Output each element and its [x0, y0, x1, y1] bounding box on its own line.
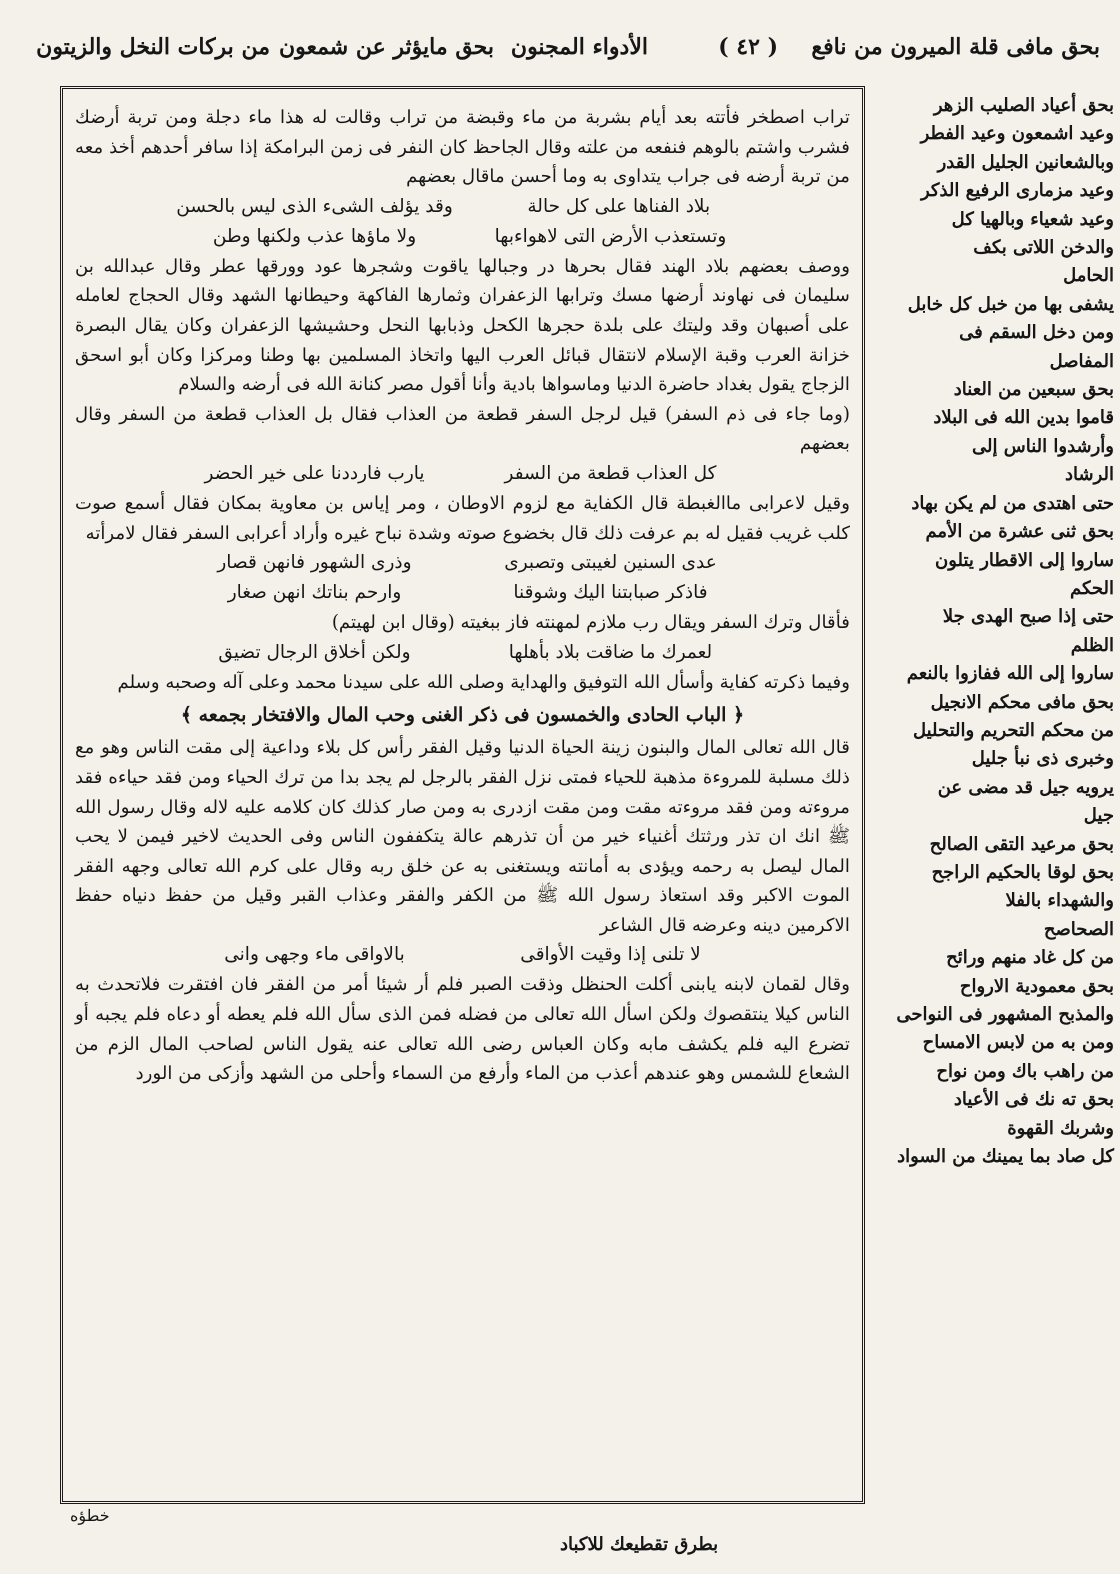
hemistich-left: بالاواقى ماء وجهى وانى: [224, 944, 405, 966]
main-text-frame: [60, 86, 865, 1504]
hemistich-right: عدى السنين لغيبتى وتصبرى: [504, 552, 717, 574]
hemistich-left: يارب فارددنا على خير الحضر: [204, 462, 425, 484]
verse-line: [75, 940, 850, 970]
verse-line: [75, 578, 850, 608]
hemistich-left: وقد يؤلف الشىء الذى ليس بالحسن: [176, 195, 453, 217]
margin-poem-line: الرشاد: [1065, 464, 1114, 486]
header-left: من بركات النخل والزيتون: [36, 34, 270, 60]
paragraph: وقيل لاعرابى ماالغبطة قال الكفاية مع لزوم الاوطان ، ومر إياس بن معاوية بمكان فقال أسمع صوت كلب غريب فقيل له بم عرفت ذلك قال بخضوع صوته وشدة نباح غيره وأراد أعرابى السفر فقال لامرأته: [75, 492, 850, 544]
margin-poem-line: حتى إذا صبح الهدى جلا: [942, 606, 1114, 628]
hemistich-right: وتستعذب الأرض التى لاهواءبها: [494, 225, 727, 247]
chapter-heading: ﴿ الباب الحادى والخمسون فى ذكر الغنى وحب المال والافتخار بجمعه ﴾: [180, 704, 745, 727]
hemistich-left: وذرى الشهور فانهن قصار: [217, 552, 412, 574]
margin-poem-line: ساروا إلى الله ففازوا بالنعم: [906, 663, 1114, 685]
margin-poem-line: والشهداء بالفلا: [1005, 890, 1114, 912]
hemistich-right: لا تلنى إذا وقيت الأواقى: [520, 944, 701, 966]
paragraph: وفيما ذكرته كفاية وأسأل الله التوفيق والهداية وصلى الله على سيدنا محمد وعلى آله وصحبه وسلم: [117, 671, 850, 693]
header-right: بحق مافى قلة الميرون من نافع: [811, 34, 1100, 60]
hemistich-right: لعمرك ما ضاقت بلاد بأهلها: [508, 641, 713, 663]
hemistich-right: فاذكر صبابتنا اليك وشوقنا: [513, 582, 708, 604]
catchword: خطؤه: [70, 1506, 110, 1525]
verse-line: [75, 548, 850, 578]
margin-poem-line: الظلم: [1070, 634, 1114, 656]
hemistich-right: بلاد الفناها على كل حالة: [527, 195, 711, 217]
margin-poem-line: الحامل: [1063, 265, 1114, 287]
verse-line: [75, 638, 850, 668]
margin-poem-line: قاموا بدين الله فى البلاد: [933, 407, 1114, 429]
margin-poem-line: وشربك القهوة: [1007, 1117, 1114, 1139]
hemistich-right: كل العذاب قطعة من السفر: [504, 462, 717, 484]
margin-poem-line: وبالشعانين الجليل القدر: [937, 151, 1114, 173]
margin-poem-line: وعيد شعياء وبالهيا كل: [951, 208, 1114, 230]
margin-poem-line: بحق ثنى عشرة من الأمم: [925, 521, 1114, 543]
margin-poem-line: بحق سبعين من العناد: [953, 379, 1114, 401]
paragraph: وقال لقمان لابنه يابنى أكلت الحنظل وذقت الصبر فلم أر شيئا أمر من الفقر فان افتقرت فلاتحدث به الناس كيلا ينتقصوك ولكن اسأل الله تعالى من فضله فمن الذى سأل الله فلم يعطه أو دعاه فلم يجبه أو تضرع اليه فلم يكشف مابه وكان العباس رضى الله تعالى عنه يقول الناس لصاحب المال الزم من الشعاع للشمس وهو عندهم أعذب من الماء وأرفع من السماء وأحلى من الشهد وأزكى من الورد: [75, 974, 850, 1085]
margin-poem-line: يشفى بها من خبل كل خابل: [907, 293, 1114, 315]
verse-line: [75, 459, 850, 489]
margin-poem-line: الصحاصح: [1043, 918, 1114, 940]
paragraph: تراب اصطخر فأتته بعد أيام بشربة من ماء وقبضة من تراب وقالت له هذا ماء دجلة ومن تربة أرضك فشرب واشتم بالوهم فنفعه من علته وقال الجاحظ كان النفر فى زمن البرامكة إذا سافر أحدهم أخذ معه من تربة أرضه فى جراب يتداوى به وما أحسن ماقال بعضهم: [75, 107, 850, 188]
margin-poem-line: الحكم: [1069, 577, 1114, 599]
margin-poem-line: ساروا إلى الاقطار يتلون: [935, 549, 1114, 571]
verse-line: [75, 192, 850, 222]
hemistich-left: ولكن أخلاق الرجال تضيق: [218, 641, 411, 663]
margin-poem-line: بحق مافى محكم الانجيل: [930, 691, 1114, 713]
hemistich-left: وارحم بناتك انهن صغار: [227, 582, 402, 604]
page-number: ( ٤٢ ): [718, 34, 778, 60]
margin-poem-line: من محكم التحريم والتحليل: [912, 719, 1114, 741]
margin-poem-line: بحق ته نك فى الأعياد: [953, 1089, 1114, 1111]
paragraph: ووصف بعضهم بلاد الهند فقال بحرها در وجبالها ياقوت وشجرها عود وورقها عطر وقال عبدالله بن سليمان فى نهاوند أرضها مسك وترابها الزعفران وثمارها الفاكهة وحيطانها الشهد وقال الحجاج لعامله على أصبهان وقد وليتك على بلدة حجرها الكحل وذبابها النحل وحشيشها الزعفران وكان يقال البصرة خزانة العرب وقبة الإسلام لانتقال قبائل العرب اليها واتخاذ المسلمين بها وطنا ومركزا وكان أبو اسحق الزجاج يقول بغداد حاضرة الدنيا وماسواها بادية وأنا أقول مصر كنانة الله فى أرضه والسلام: [75, 255, 850, 396]
margin-poem-line: بحق لوقا بالحكيم الراجح: [931, 861, 1114, 883]
margin-poem-line: من راهب باك ومن نواح: [936, 1060, 1114, 1082]
margin-poem-line: ومن دخل السقم فى: [959, 322, 1114, 344]
running-header: [36, 28, 1100, 90]
paragraph: (وما جاء فى ذم السفر) قيل لرجل السفر قطعة من العذاب فقال بل العذاب قطعة من السفر وقال بعضهم: [75, 403, 850, 455]
margin-poem-line: وعيد مزمارى الرفيع الذكر: [920, 180, 1114, 202]
margin-poem-line: المفاصل: [1049, 350, 1114, 372]
margin-poem-line: بحق مرعيد التقى الصالح: [929, 833, 1114, 855]
margin-poem-line: وأرشدوا الناس إلى: [971, 435, 1114, 457]
verse-line: [75, 222, 850, 252]
margin-poem-line: يرويه جيل قد مضى عن: [937, 776, 1114, 798]
paragraph: قال الله تعالى المال والبنون زينة الحياة الدنيا وقيل الفقر رأس كل بلاء وداعية إلى مقت الناس وهو مع ذلك مسلبة للمروءة مذهبة للحياء فمتى نزل الفقر بالرجل لم يجد بدا من ترك الحياء ومن فقد حياءه فقد مروءته ومن فقد مروءته مقت ومن مقت ازدرى به ومن صار كذلك كان كلامه عليه لاله وقال رسول الله ﷺ انك ان تذر ورثتك أغنياء خير من أن تذرهم عالة يتكففون الناس وفى الحديث لاخير فيمن لا يحب المال ليصل به رحمه ويؤدى به أمانته ويستغنى به عن خلق ربه وقال على كرم الله تعالى وجهه الفقر الموت الاكبر وقد استعاذ رسول الله ﷺ من الكفر والفقر وعذاب القبر وقيل من حفظ دنياه حفظ الاكرمين دينه وعرضه قال الشاعر: [75, 737, 850, 936]
margin-poem-line: وخبرى ذى نبأ جليل: [971, 748, 1114, 770]
margin-poem-line: حتى اهتدى من لم يكن بهاد: [911, 492, 1114, 514]
margin-poem-line: بحق معمودية الارواح: [959, 975, 1114, 997]
margin-poem-line: جيل: [1083, 805, 1114, 827]
paragraph: فأقال وترك السفر ويقال رب ملازم لمهنته فاز ببغيته (وقال ابن لهيتم): [331, 612, 850, 634]
footer-line: بطرق تقطيعك للاكباد: [560, 1534, 719, 1555]
margin-poem-line: بحق أعياد الصليب الزهر: [933, 95, 1114, 116]
header-title: الأدواء المجنون: [510, 34, 648, 60]
margin-poem-line: من كل غاد منهم ورائح: [946, 947, 1114, 969]
margin-poem-line: ومن به من لابس الامساح: [922, 1032, 1114, 1054]
margin-poem: [868, 92, 1114, 1562]
margin-poem-line: والدخن اللاتى بكف: [973, 237, 1114, 259]
margin-poem-line: وعيد اشمعون وعيد الفطر: [920, 123, 1114, 145]
margin-poem-line: كل صاد بما يمينك من السواد: [897, 1146, 1114, 1168]
header-center-left: بحق مايؤثر عن شمعون: [278, 34, 494, 60]
hemistich-left: ولا ماؤها عذب ولكنها وطن: [212, 225, 417, 247]
margin-poem-line: والمذبح المشهور فى النواحى: [896, 1004, 1114, 1025]
